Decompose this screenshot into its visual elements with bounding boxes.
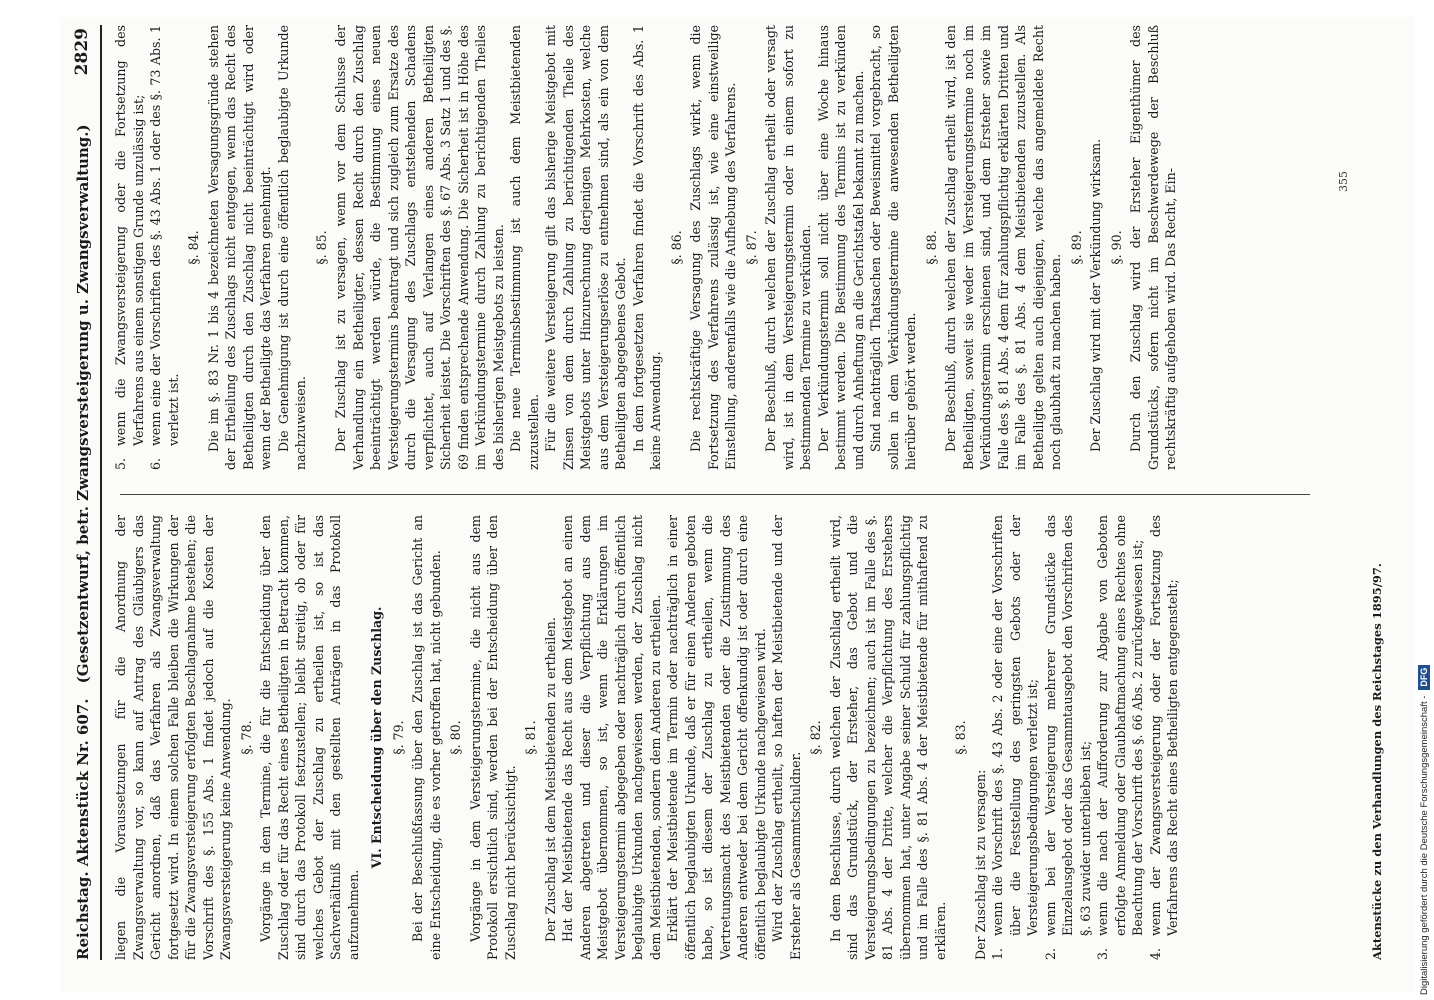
paragraph: Hat der Meistbietende das Recht aus dem Meistgebot an einen Anderen abgetreten und dieser die Verpflichtung aus dem Meistgebot übernommen, so ist, wenn die Erklärungen im Versteigerungstermin abgegeben oder nachträglich durch öffentlich beglaubigte Urkunden nachgewiesen werden, der Zuschlag nicht dem Meistbietenden, sondern dem Anderen zu ertheilen. [560, 515, 663, 960]
column-divider [120, 494, 1310, 495]
paragraph: Der Verkündungstermin soll nicht über eine Woche hinaus bestimmt werden. Die Bestimmung des Termins ist zu verkünden und durch Anheftung an die Gerichtstafel bekannt zu machen. [815, 25, 866, 470]
paragraph: In dem Beschlusse, durch welchen der Zuschlag ertheilt wird, sind das Grundstück, der Ersteher, das Gebot und die Versteigerungsbedingungen zu bezeichnen; auch ist im Falle des §. 81 Abs. 4 der Dritte, welcher die Verpflichtung des Erstehers übernommen hat, unter Angabe seiner Schuld für zahlungspflichtig und im Falle des §. 81 Abs. 4 der Meistbietende für mithaftend zu erklären. [827, 515, 948, 960]
section-heading: §. 83. [953, 720, 968, 755]
list-item [1094, 515, 1147, 960]
chapter-heading: VI. Entscheidung über den Zuschlag. [369, 606, 384, 869]
paragraph: Vorgänge in dem Versteigerungstermine, die nicht aus dem Protokoll ersichtlich sind, werden bei der Entscheidung über den Zuschlag nicht berücksichtigt. [467, 515, 518, 960]
list-item [1147, 515, 1182, 960]
section-heading: §. 86. [668, 230, 684, 265]
digitization-credit [1418, 665, 1430, 995]
section-heading: §. 87. [743, 230, 759, 265]
header-document-title: (Gesetzentwurf, betr. Zwangsversteigerung u. Zwangsverwaltung.) [74, 124, 92, 684]
footer-note: Aktenstücke zu den Verhandlungen des Reichstages 1895/97. [1370, 563, 1384, 960]
list-text: wenn bei der Versteigerung mehrerer Grundstücke das Einzelausgebot oder das Gesammtausgebot den Vorschriften des §. 63 zuwider unterblieben ist; [1042, 515, 1093, 936]
list-number: 6. [148, 457, 163, 470]
list-text: wenn der Zwangsversteigerung oder der Fortsetzung des Verfahrens das Recht eines Betheiligten entgegensteht; [1147, 515, 1180, 936]
section-heading: §. 79. [390, 720, 406, 755]
paragraph: Durch den Zuschlag wird der Ersteher Eigenthümer des Grundstücks, sofern nicht im Beschwerdewege der Beschluß rechtskräftig aufgehoben wird. Das Recht, Ein- [1128, 25, 1178, 470]
list-text: wenn die Vorschrift des §. 43 Abs. 2 oder eine der Vorschriften über die Feststellung des geringsten Gebots oder der Versteigerungsbedingungen verletzt ist; [990, 515, 1040, 936]
section-heading: §. 88. [923, 230, 939, 265]
paragraph: Für die weitere Versteigerung gilt das bisherige Meistgebot mit Zinsen von dem durch Zahlung zu berichtigenden Theile des Meistgebots unter Hinzurechnung derjenigen Mehrkosten, welche aus dem Versteigerungserlöse zu entnehmen sind, als ein von dem Betheiligten abgegebenes Gebot. [543, 25, 628, 470]
section-heading: §. 89. [1068, 230, 1084, 265]
page-number-header: 2829 [72, 28, 92, 76]
section-heading: §. 78. [238, 720, 254, 755]
list-item [1042, 515, 1095, 960]
list-number: 5. [113, 457, 128, 470]
left-column [112, 515, 1182, 960]
paragraph: Sind nachträglich Thatsachen oder Beweismittel vorgebracht, so sollen in dem Verkündungstermine die anwesenden Betheiligten hierüber gehört werden. [868, 25, 918, 470]
paragraph: Die im §. 83 Nr. 1 bis 4 bezeichneten Versagungsgründe stehen der Ertheilung des Zuschlags nicht entgegen, wenn das Recht des Betheiligten durch den Zuschlag nicht beeinträchtigt wird oder wenn der Betheiligte das Verfahren genehmigt. [205, 25, 273, 470]
paragraph: Erklärt der Meistbietende im Termin oder nachträglich in einer öffentlich beglaubigten Urkunde, daß er für einen Anderen geboten habe, so ist diesem der Zuschlag zu ertheilen, wenn die Vertretungsmacht des Meistbietenden oder die Zustimmung des Anderen entweder bei dem Gericht offenkundig ist oder durch eine öffentlich beglaubigte Urkunde nachgewiesen wird. [665, 515, 768, 960]
section-heading: §. 90. [1108, 230, 1124, 265]
list-number: 1. [990, 947, 1005, 960]
inner-page-number: 355 [1337, 171, 1350, 192]
paragraph: Die Genehmigung ist durch eine öffentlich beglaubigte Urkunde nachzuweisen. [275, 25, 308, 470]
dfg-logo: DFG [1418, 665, 1430, 690]
paragraph: Wird der Zuschlag ertheilt, so haften der Meistbietende und der Ersteher als Gesammtschuldner. [770, 515, 803, 960]
paragraph: Die neue Terminsbestimmung ist auch dem Meistbietenden zuzustellen. [508, 25, 541, 470]
running-header [66, 20, 100, 960]
right-column [112, 25, 1180, 470]
paragraph: Der Beschluß, durch welchen der Zuschlag ertheilt oder versagt wird, ist in dem Versteigerungstermin oder in einem sofort zu bestimmenden Termine zu verkünden. [763, 25, 813, 470]
paragraph: In dem fortgesetzten Verfahren findet die Vorschrift des Abs. 1 keine Anwendung. [630, 25, 663, 470]
header-left: Reichstag. Aktenstück Nr. 607. [74, 698, 92, 960]
paragraph: Der Zuschlag ist dem Meistbietenden zu ertheilen. [542, 617, 558, 942]
credit-text: Digitalisierung gefördert durch die Deutsche Forschungsgemeinschaft - [1418, 695, 1430, 995]
section-heading: §. 82. [808, 720, 823, 755]
paragraph: Der Zuschlag ist zu versagen: [972, 769, 988, 960]
section-heading: §. 85. [313, 230, 329, 265]
section-heading: §. 84. [186, 230, 201, 265]
list-text: wenn eine der Vorschriften des §. 43 Abs. 1 oder des §. 73 Abs. 1 verletzt ist. [148, 25, 181, 446]
list-item [989, 515, 1042, 960]
paragraph: liegen die Voraussetzungen für die Anordnung der Zwangsverwaltung vor, so kann auf Antrag des Gläubigers das Gericht anordnen, daß das Verfahren als Zwangsverwaltung fortgesetzt wird. In einem solchen Falle bleiben die Wirkungen der für die Zwangsversteigerung erfolgten Beschlagnahme bestehen; die Vorschrift des §. 155 Abs. 1 findet jedoch auf die Kosten der Zwangsversteigerung keine Anwendung. [113, 515, 233, 960]
paragraph: Vorgänge in dem Termine, die für die Entscheidung über den Zuschlag oder für das Recht eines Betheiligten in Betracht kommen, sind durch das Protokoll festzustellen; bleibt streitig, ob oder für welches Gebot der Zuschlag zu ertheilen ist, so ist das Sachverhältniß mit den gestellten Anträgen in das Protokoll aufzunehmen. [258, 515, 361, 960]
paragraph: Der Zuschlag wird mit der Verkündung wirksam. [1088, 138, 1103, 452]
list-number: 3. [1095, 947, 1110, 960]
header-title [74, 124, 92, 960]
section-heading: §. 80. [448, 720, 463, 755]
section-heading: §. 81. [523, 720, 538, 755]
paragraph: Der Zuschlag ist zu versagen, wenn vor dem Schlusse der Verhandlung ein Betheiligter, dessen Recht durch den Zuschlag beeinträchtigt werden würde, die Bestimmung eines neuen Versteigerungstermins beantragt und sich zugleich zum Ersatze des durch die Versagung des Zuschlags entstehenden Schadens verpflichtet, auch auf Verlangen eines anderen Betheiligten Sicherheit leistet. Die Vorschriften des §. 67 Abs. 3 Satz 1 und des §. 69 finden entsprechende Anwendung. Die Sicherheit ist in Höhe des im Verkündungstermine durch Zahlung zu berichtigenden Theiles des bisherigen Meistgebots zu leisten. [333, 25, 506, 470]
paragraph: Bei der Beschlußfassung über den Zuschlag ist das Gericht an eine Entscheidung, die es vorher getroffen hat, nicht gebunden. [410, 515, 443, 960]
list-text: wenn die Zwangsversteigerung oder die Fortsetzung des Verfahrens aus einem sonstigen Grunde unzulässig ist; [113, 25, 146, 446]
paragraph: Die rechtskräftige Versagung des Zuschlags wirkt, wenn die Fortsetzung des Verfahrens zulässig ist, wie eine einstweilige Einstellung, anderenfalls wie die Aufhebung des Verfahrens. [688, 25, 738, 470]
header-rule [100, 25, 102, 960]
list-item [112, 25, 147, 470]
list-number: 2. [1042, 947, 1058, 960]
list-number: 4. [1147, 947, 1163, 960]
list-item [147, 25, 182, 470]
paragraph: Der Beschluß, durch welchen der Zuschlag ertheilt wird, ist den Betheiligten, soweit sie weder im Versteigerungstermine noch im Verkündungstermin erschienen sind, und dem Ersteher sowie im Falle des §. 81 Abs. 4 dem für zahlungspflichtig erklärten Dritten und im Falle des §. 81 Abs. 4 dem Meistbietenden zuzustellen. Als Betheiligte gelten auch diejenigen, welche das angemeldete Recht noch glaubhaft zu machen haben. [943, 25, 1063, 470]
list-text: wenn die nach der Aufforderung zur Abgabe von Geboten erfolgte Anmeldung oder Glaubhaftmachung eines Rechtes ohne Beachtung der Vorschrift des §. 66 Abs. 2 zurückgewiesen ist; [1095, 515, 1145, 936]
